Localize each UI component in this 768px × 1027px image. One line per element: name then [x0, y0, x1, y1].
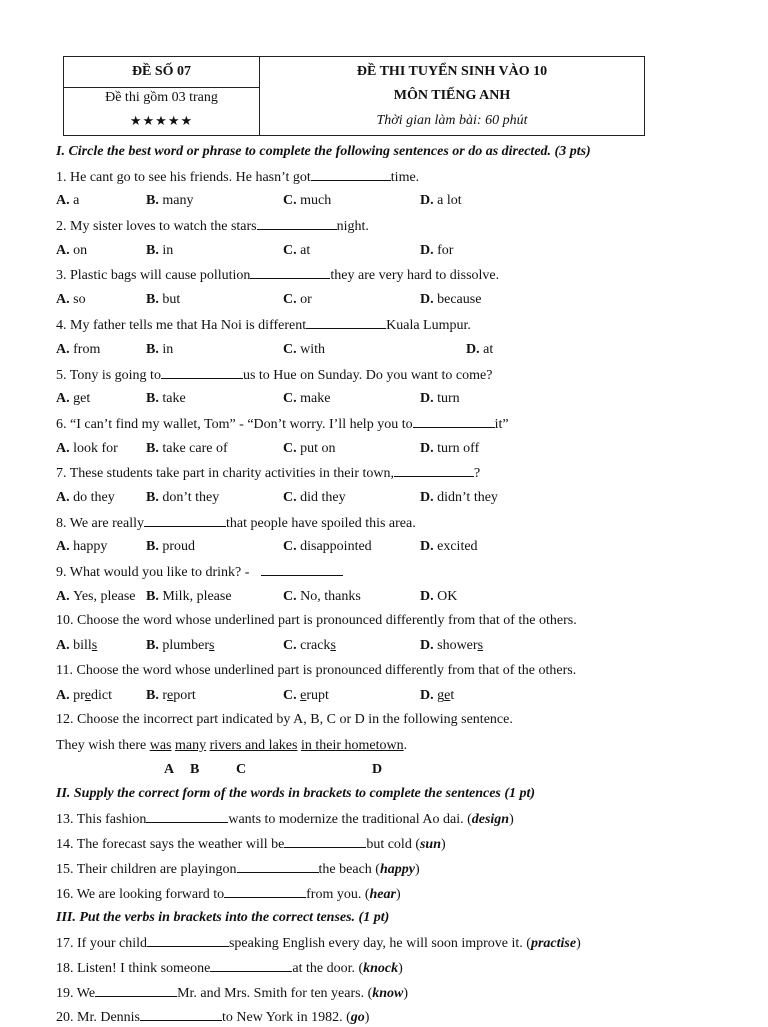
- exam-title: ĐỀ THI TUYỂN SINH VÀO 10: [356, 64, 548, 79]
- section-heading: II. Supply the correct form of the words in brackets to complete the sentences (1 pt): [56, 786, 536, 801]
- option-text: at: [300, 243, 311, 258]
- question-20: 20. Mr. Dennis to New York in 1982. (go): [56, 1010, 370, 1025]
- option-choice[interactable]: [146, 637, 214, 655]
- option-text: proud: [162, 539, 196, 554]
- option-choice[interactable]: [146, 440, 228, 458]
- option-letter: A.: [56, 688, 74, 703]
- option-letter: D.: [420, 391, 438, 406]
- question-8: 8. We are really that people have spoiled this area.: [56, 516, 416, 531]
- option-choice[interactable]: [466, 341, 493, 359]
- option-text: do they: [73, 490, 115, 505]
- answer-blank[interactable]: [250, 266, 330, 279]
- option-text: or: [300, 292, 312, 307]
- option-text: much: [300, 193, 332, 208]
- option-text: in: [162, 243, 174, 258]
- option-letter: B.: [146, 243, 163, 258]
- option-letter: C.: [283, 688, 301, 703]
- option-choice[interactable]: [146, 341, 173, 359]
- option-choice[interactable]: [56, 192, 79, 210]
- option-letter: D.: [466, 342, 484, 357]
- option-letter: D.: [420, 589, 438, 604]
- option-letter: C.: [283, 638, 301, 653]
- underlined-letters: e: [167, 688, 174, 703]
- question-4: 4. My father tells me that Ha Noi is different Kuala Lumpur.: [56, 318, 471, 333]
- option-choice[interactable]: [283, 588, 361, 606]
- page-count: Đề thi gồm 03 trang: [105, 90, 218, 105]
- option-choice[interactable]: [146, 687, 196, 705]
- underlined-letters: s: [477, 638, 484, 653]
- option-text: many: [162, 193, 194, 208]
- answer-blank[interactable]: [140, 1008, 222, 1021]
- option-letter: B.: [146, 391, 163, 406]
- option-text: from: [73, 342, 101, 357]
- option-letter: B.: [146, 441, 163, 456]
- option-letter: C.: [283, 243, 301, 258]
- header-divider: [64, 87, 259, 88]
- option-text-rest: rupt: [306, 688, 329, 703]
- answer-blank[interactable]: [261, 563, 343, 576]
- option-choice[interactable]: [420, 192, 462, 210]
- option-letter: B.: [146, 342, 163, 357]
- option-letter: D.: [420, 688, 438, 703]
- option-text: disappointed: [300, 539, 372, 554]
- option-letter: C.: [283, 490, 301, 505]
- option-choice[interactable]: [146, 588, 232, 606]
- option-choice[interactable]: [420, 242, 453, 260]
- option-choice[interactable]: [420, 440, 479, 458]
- option-letter: C.: [283, 589, 301, 604]
- option-text: at: [483, 342, 494, 357]
- answer-blank[interactable]: [306, 316, 386, 329]
- question-10: 10. Choose the word whose underlined part is pronounced differently from that of the others.: [56, 613, 577, 628]
- question-12: 12. Choose the incorrect part indicated by A, B, C or D in the following sentence.: [56, 712, 513, 727]
- question-2: 2. My sister loves to watch the stars night.: [56, 219, 369, 234]
- option-choice[interactable]: [283, 489, 346, 507]
- part-label-d: D: [372, 762, 383, 777]
- answer-blank[interactable]: [161, 366, 243, 379]
- option-letter: D.: [420, 292, 438, 307]
- answer-blank[interactable]: [147, 934, 229, 947]
- option-choice[interactable]: [283, 687, 329, 705]
- part-label-c: C: [236, 762, 247, 777]
- option-letter: A.: [56, 342, 74, 357]
- option-letter: B.: [146, 193, 163, 208]
- option-choice[interactable]: [146, 291, 180, 309]
- question-1: 1. He cant go to see his friends. He hasn’t got time.: [56, 170, 420, 185]
- option-letter: B.: [146, 490, 163, 505]
- option-letter: A.: [56, 441, 74, 456]
- option-text: happy: [73, 539, 108, 554]
- answer-blank[interactable]: [146, 810, 228, 823]
- underlined-letters: s: [91, 638, 98, 653]
- section-heading: I. Circle the best word or phrase to complete the following sentences or do as directed. (3 pts): [56, 144, 591, 159]
- option-letter: C.: [283, 391, 301, 406]
- option-letter: A.: [56, 539, 74, 554]
- option-letter: B.: [146, 589, 163, 604]
- option-text: for: [437, 243, 454, 258]
- option-letter: A.: [56, 638, 74, 653]
- option-text: plumber: [162, 638, 209, 653]
- option-choice[interactable]: [420, 390, 460, 408]
- option-choice[interactable]: [420, 489, 498, 507]
- option-choice[interactable]: [420, 291, 481, 309]
- option-text: r: [162, 688, 168, 703]
- option-text: bill: [73, 638, 92, 653]
- option-choice[interactable]: [146, 390, 186, 408]
- option-text: put on: [300, 441, 336, 456]
- option-choice[interactable]: [146, 489, 219, 507]
- option-choice[interactable]: [56, 588, 135, 606]
- difficulty-stars: ★★★★★: [129, 113, 194, 128]
- answer-blank[interactable]: [210, 959, 292, 972]
- underlined-letters: e: [84, 688, 92, 703]
- option-letter: B.: [146, 539, 163, 554]
- option-choice[interactable]: [56, 242, 87, 260]
- option-letter: B.: [146, 688, 163, 703]
- underlined-letters: e: [444, 688, 451, 703]
- option-text: in: [162, 342, 174, 357]
- error-sentence: They wish there was many rivers and lakes in their hometown.: [56, 738, 408, 753]
- option-letter: A.: [56, 292, 74, 307]
- question-17: 17. If your child speaking English every day, he will soon improve it. (practise): [56, 936, 581, 951]
- answer-blank[interactable]: [237, 860, 319, 873]
- option-choice[interactable]: [283, 390, 330, 408]
- underlined-letters: e: [300, 688, 307, 703]
- option-text: didn’t they: [437, 490, 498, 505]
- option-choice[interactable]: [146, 192, 193, 210]
- option-choice[interactable]: [56, 341, 100, 359]
- option-choice[interactable]: [420, 588, 457, 606]
- option-letter: D.: [420, 441, 438, 456]
- option-choice[interactable]: [283, 538, 372, 556]
- option-choice[interactable]: [56, 489, 115, 507]
- option-letter: C.: [283, 342, 301, 357]
- option-letter: D.: [420, 638, 438, 653]
- option-text: Milk, please: [162, 589, 232, 604]
- question-9: 9. What would you like to drink? -: [56, 563, 343, 582]
- option-choice[interactable]: [283, 637, 336, 655]
- question-14: 14. The forecast says the weather will be but cold (sun): [56, 837, 446, 852]
- option-letter: B.: [146, 292, 163, 307]
- question-13: 13. This fashion wants to modernize the traditional Ao dai. (design): [56, 812, 514, 827]
- question-3: 3. Plastic bags will cause pollution they are very hard to dissolve.: [56, 268, 500, 283]
- option-text: shower: [437, 638, 478, 653]
- option-choice[interactable]: [420, 687, 454, 705]
- option-text: get: [73, 391, 91, 406]
- option-choice[interactable]: [283, 242, 310, 260]
- option-text-rest: t: [450, 688, 455, 703]
- answer-blank[interactable]: [311, 168, 391, 181]
- option-choice[interactable]: [56, 538, 107, 556]
- option-text: with: [300, 342, 326, 357]
- option-text: OK: [437, 589, 458, 604]
- option-choice[interactable]: [146, 242, 173, 260]
- option-choice[interactable]: [146, 538, 195, 556]
- option-text: Yes, please: [73, 589, 136, 604]
- option-choice[interactable]: [56, 637, 97, 655]
- option-letter: A.: [56, 391, 74, 406]
- option-choice[interactable]: [56, 687, 112, 705]
- option-text-rest: dict: [91, 688, 113, 703]
- answer-blank[interactable]: [413, 415, 495, 428]
- answer-blank[interactable]: [95, 984, 177, 997]
- answer-blank[interactable]: [284, 835, 366, 848]
- exam-code: ĐỀ SỐ 07: [131, 64, 192, 79]
- option-letter: A.: [56, 193, 74, 208]
- question-7: 7. These students take part in charity activities in their town, ?: [56, 466, 481, 481]
- option-letter: A.: [56, 490, 74, 505]
- option-text: look for: [73, 441, 118, 456]
- option-text: take: [162, 391, 186, 406]
- section-heading: III. Put the verbs in brackets into the correct tenses. (1 pt): [56, 910, 390, 925]
- option-letter: A.: [56, 243, 74, 258]
- option-choice[interactable]: [420, 538, 478, 556]
- option-text: because: [437, 292, 482, 307]
- option-choice[interactable]: [283, 192, 331, 210]
- underlined-part-a: was: [149, 738, 172, 753]
- option-letter: A.: [56, 589, 74, 604]
- question-15: 15. Their children are playingon the beach (happy): [56, 862, 420, 877]
- option-letter: C.: [283, 193, 301, 208]
- underlined-letters: s: [330, 638, 336, 653]
- option-letter: D.: [420, 193, 438, 208]
- option-choice[interactable]: [283, 440, 336, 458]
- option-text-rest: port: [173, 688, 196, 703]
- option-text: don’t they: [162, 490, 220, 505]
- underlined-letters: s: [209, 638, 215, 653]
- question-19: 19. We Mr. and Mrs. Smith for ten years. (know): [56, 986, 409, 1001]
- option-text: did they: [300, 490, 346, 505]
- option-text: pr: [73, 688, 85, 703]
- question-6: 6. “I can’t find my wallet, Tom” - “Don’t worry. I’ll help you to it”: [56, 417, 509, 432]
- option-text: crack: [300, 638, 331, 653]
- option-letter: C.: [283, 292, 301, 307]
- question-16: 16. We are looking forward to from you. (hear): [56, 887, 401, 902]
- underlined-part-d: in their hometown: [300, 738, 404, 753]
- answer-blank[interactable]: [257, 217, 337, 230]
- option-letter: B.: [146, 638, 163, 653]
- question-11: 11. Choose the word whose underlined part is pronounced differently from that of the others.: [56, 663, 577, 678]
- option-text: so: [73, 292, 86, 307]
- question-18: 18. Listen! I think someone at the door. (knock): [56, 961, 403, 976]
- part-label-a: A: [164, 762, 175, 777]
- option-letter: D.: [420, 539, 438, 554]
- option-choice[interactable]: [56, 390, 90, 408]
- option-text: a: [73, 193, 80, 208]
- exam-time: Thời gian làm bài: 60 phút: [376, 113, 528, 128]
- exam-header-table: [63, 56, 645, 136]
- option-text: turn off: [437, 441, 480, 456]
- option-text: make: [300, 391, 331, 406]
- option-text: excited: [437, 539, 478, 554]
- option-choice[interactable]: [56, 440, 118, 458]
- part-label-b: B: [190, 762, 200, 777]
- option-text: on: [73, 243, 88, 258]
- option-letter: C.: [283, 539, 301, 554]
- option-choice[interactable]: [283, 291, 312, 309]
- option-text: turn: [437, 391, 460, 406]
- option-choice[interactable]: [56, 291, 86, 309]
- question-5: 5. Tony is going to us to Hue on Sunday. Do you want to come?: [56, 368, 493, 383]
- option-text: No, thanks: [300, 589, 361, 604]
- answer-blank[interactable]: [224, 885, 306, 898]
- option-choice[interactable]: [283, 341, 325, 359]
- option-text: a lot: [437, 193, 462, 208]
- option-letter: C.: [283, 441, 301, 456]
- option-text: but: [162, 292, 181, 307]
- option-letter: D.: [420, 243, 438, 258]
- option-letter: D.: [420, 490, 438, 505]
- option-choice[interactable]: [420, 637, 483, 655]
- underlined-part-c: rivers and lakes: [209, 738, 298, 753]
- option-text: g: [437, 688, 445, 703]
- option-text: take care of: [162, 441, 228, 456]
- answer-blank[interactable]: [144, 514, 226, 527]
- answer-blank[interactable]: [394, 464, 474, 477]
- exam-subject: MÔN TIẾNG ANH: [393, 88, 511, 103]
- underlined-part-b: many: [174, 738, 207, 753]
